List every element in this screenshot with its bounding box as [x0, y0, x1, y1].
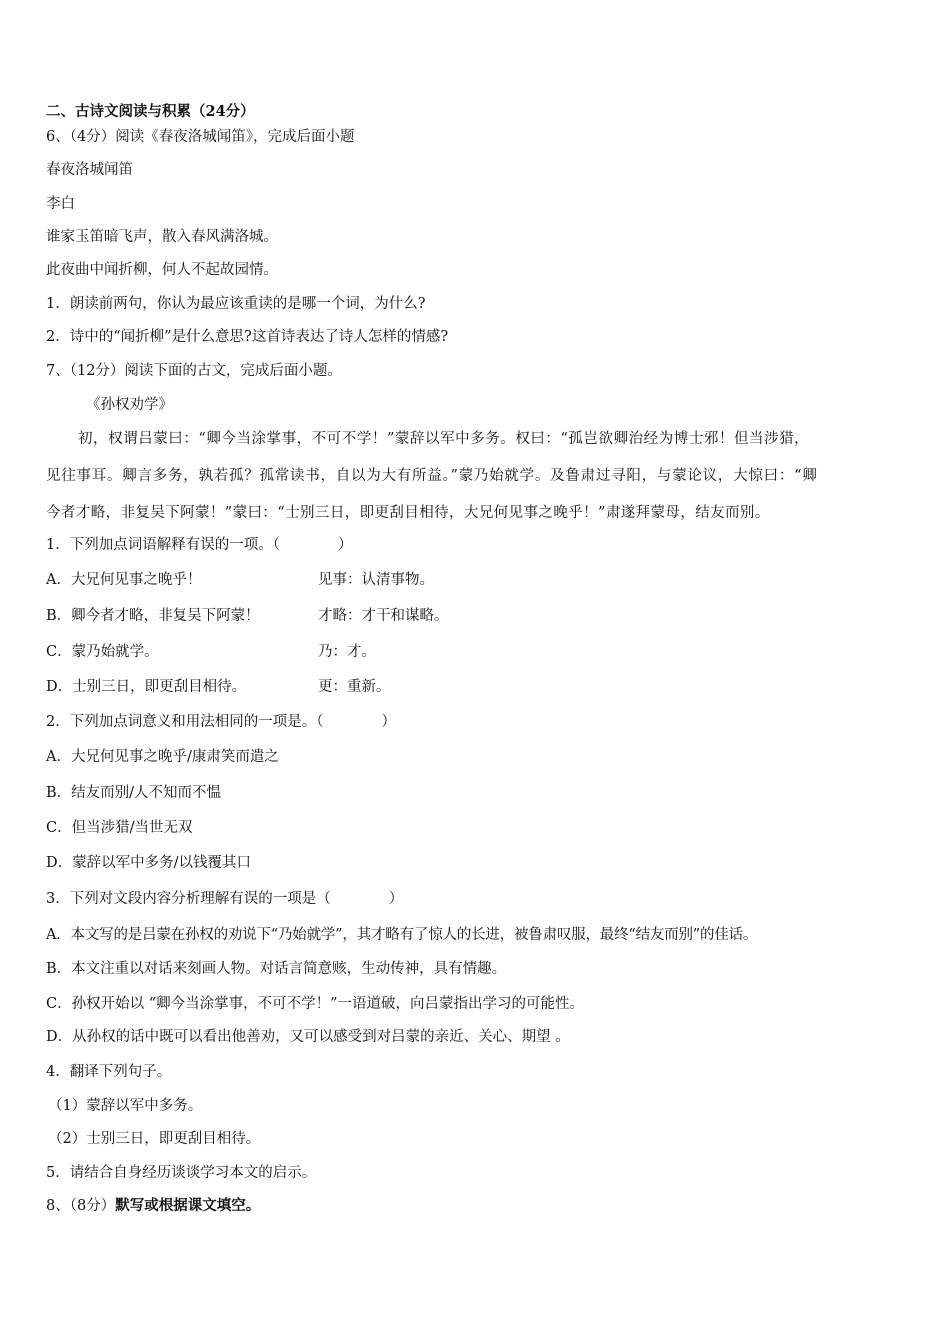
option-sentence: C．蒙乃始就学。	[46, 644, 159, 660]
q7-text-title: 《孙权劝学》	[86, 397, 173, 413]
option-sentence: A．大兄何见事之晚乎！	[46, 572, 202, 588]
q7-sub2-stem: 2．下列加点词意义和用法相同的一项是。（ ）	[46, 714, 396, 730]
option-gloss: 更：重新。	[318, 679, 391, 695]
q7-sub3-option-d: D．从孙权的话中既可以看出他善劝，又可以感受到对吕蒙的亲近、关心、期望 。	[46, 1029, 570, 1045]
q8-instruction: 默写或根据课文填空。	[115, 1197, 261, 1214]
q7-sub2-option-a: A．大兄何见事之晚乎/康肃笑而遣之	[46, 749, 279, 765]
poem-line-2: 此夜曲中闻折柳，何人不起故园情。	[46, 262, 278, 278]
q7-sub2-option-b: B．结友而别/人不知而不愠	[46, 785, 222, 801]
q7-sub2-option-d: D．蒙辞以军中多务/以钱覆其口	[46, 855, 252, 871]
q7-sub1-option-d	[46, 677, 391, 697]
q7-sub4-item-2: （2）士别三日，即更刮目相待。	[48, 1131, 261, 1147]
q7-sub3-option-b: B．本文注重以对话来刻画人物。对话言简意赅，生动传神，具有情趣。	[46, 961, 507, 977]
q7-prompt: 7、（12分）阅读下面的古文，完成后面小题。	[46, 363, 342, 379]
poem-title: 春夜洛城闻笛	[46, 162, 133, 178]
q7-sub1-stem: 1．下列加点词语解释有误的一项。（ ）	[46, 537, 353, 553]
q7-sub5: 5．请结合自身经历谈谈学习本文的启示。	[46, 1165, 317, 1181]
q7-sub4-stem: 4．翻译下列句子。	[46, 1064, 172, 1080]
q7-para-line-2: 见往事耳。卿言多务，孰若孤？孤常读书，自以为大有所益。”蒙乃始就学。及鲁肃过寻阳，与蒙论议，大惊曰：“卿	[46, 468, 818, 484]
section-title: 二、古诗文阅读与积累（24分）	[46, 103, 255, 120]
q7-sub4-item-1: （1）蒙辞以军中多务。	[48, 1098, 203, 1114]
q7-para-line-1: 初，权谓吕蒙曰：“卿今当涂掌事，不可不学！”蒙辞以军中多务。权曰：“孤岂欲卿治经为博士邪！但当涉猎，	[78, 431, 810, 447]
option-sentence: B．卿今者才略，非复吴下阿蒙！	[46, 608, 260, 624]
q7-para-line-3: 今者才略，非复吴下阿蒙！”蒙曰：“士别三日，即更刮目相待，大兄何见事之晚乎！”肃遂拜蒙母，结友而别。	[46, 505, 770, 521]
option-gloss: 才略：才干和谋略。	[318, 608, 449, 624]
option-gloss: 见事：认清事物。	[318, 572, 434, 588]
q6-sub2: 2．诗中的“闻折柳”是什么意思?这首诗表达了诗人怎样的情感?	[46, 329, 449, 345]
option-gloss: 乃：才。	[318, 644, 376, 660]
q7-sub3-stem: 3．下列对文段内容分析理解有误的一项是（ ）	[46, 891, 404, 907]
poem-author: 李白	[46, 196, 75, 212]
q6-sub1: 1．朗读前两句，你认为最应该重读的是哪一个词，为什么?	[46, 296, 426, 312]
q7-sub1-option-c	[46, 642, 376, 662]
q7-sub1-option-b	[46, 606, 449, 626]
q7-sub3-option-a: A．本文写的是吕蒙在孙权的劝说下“乃始就学”，其才略有了惊人的长进，被鲁肃叹服，最终“结友而别”的佳话。	[46, 927, 758, 943]
q7-sub2-option-c: C．但当涉猎/当世无双	[46, 820, 193, 836]
poem-line-1: 谁家玉笛暗飞声，散入春风满洛城。	[46, 229, 278, 245]
q8-prompt	[46, 1196, 260, 1216]
q8-prefix: 8、（8分）	[46, 1198, 116, 1214]
q7-sub3-option-c: C．孙权开始以 “卿今当涂掌事，不可不学！”一语道破，向吕蒙指出学习的可能性。	[46, 996, 585, 1012]
q7-sub1-option-a	[46, 570, 434, 590]
option-sentence: D．士别三日，即更刮目相待。	[46, 679, 247, 695]
q6-prompt: 6、（4分）阅读《春夜洛城闻笛》，完成后面小题	[46, 129, 355, 145]
